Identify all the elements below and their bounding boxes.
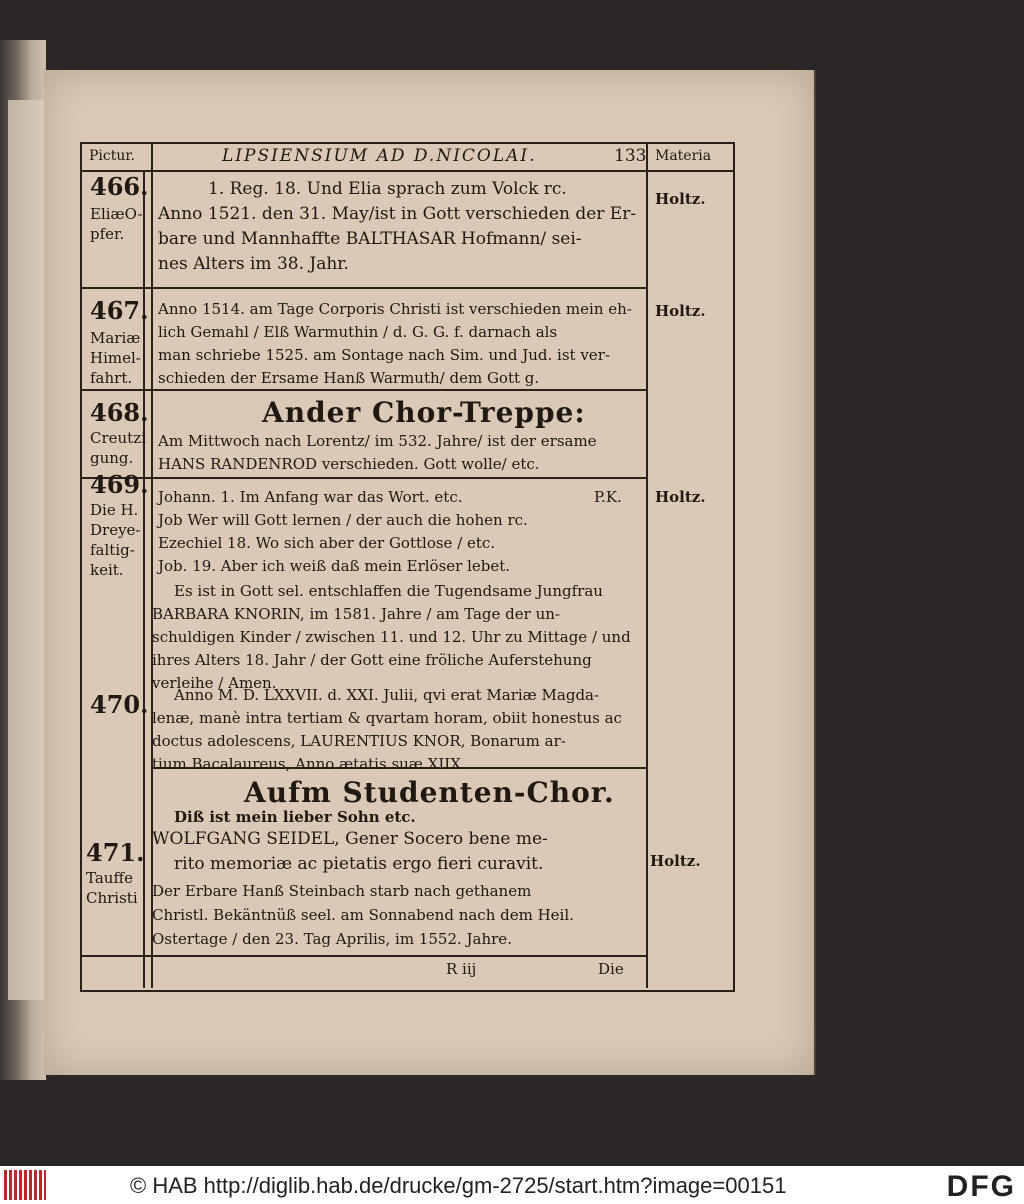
entry-initials: P.K. xyxy=(594,488,622,506)
entry-separator xyxy=(82,477,648,479)
pictur-column-rule-inner xyxy=(151,144,153,988)
entry-line: lich Gemahl / Elß Warmuthin / d. G. G. f. darnach als xyxy=(158,323,558,341)
header-pictur: Pictur. xyxy=(89,148,135,164)
entry-line: bare und Mannhaffte BALTHASAR Hofmann/ sei- xyxy=(158,229,582,249)
entry-line: Anno 1521. den 31. May/ist in Gott verschieden der Er- xyxy=(158,204,637,224)
entry-line: Job Wer will Gott lernen / der auch die hohen rc. xyxy=(158,511,528,529)
margin-note: fahrt. xyxy=(90,369,133,387)
credit-link[interactable]: © HAB http://diglib.hab.de/drucke/gm-2725/start.htm?image=00151 xyxy=(130,1173,787,1198)
entry-separator xyxy=(82,287,648,289)
margin-note: Himel- xyxy=(90,349,141,367)
entry-line: doctus adolescens, LAURENTIUS KNOR, Bonarum ar- xyxy=(152,732,566,750)
entry-line: Ostertage / den 23. Tag Aprilis, im 1552. Jahre. xyxy=(152,930,512,948)
section-heading: Aufm Studenten-Chor. xyxy=(244,776,615,809)
entry-line: HANS RANDENROD verschieden. Gott wolle/ etc. xyxy=(158,455,540,473)
margin-note: Tauffe xyxy=(86,869,133,887)
header-rule xyxy=(82,170,733,172)
material-label: Holtz. xyxy=(650,852,701,870)
margin-note: Die H. xyxy=(90,501,139,519)
barcode-icon xyxy=(4,1170,46,1200)
bottom-rule xyxy=(82,955,648,957)
entry-line: Diß ist mein lieber Sohn etc. xyxy=(174,808,416,826)
entry-line: BARBARA KNORIN, im 1581. Jahre / am Tage der un- xyxy=(152,605,560,623)
entry-line: tium Bacalaureus, Anno ætatis suæ XIIX. xyxy=(152,755,466,773)
entry-line: Christl. Bekäntnüß seel. am Sonnabend nach dem Heil. xyxy=(152,906,574,924)
dfg-logo: DFG xyxy=(946,1170,1016,1203)
entry-line: Anno 1514. am Tage Corporis Christi ist verschieden mein eh- xyxy=(158,300,632,318)
margin-note: Christi xyxy=(86,889,138,907)
entry-line: Johann. 1. Im Anfang war das Wort. etc. xyxy=(158,488,463,506)
entry-line: verleihe / Amen. xyxy=(152,674,277,692)
catchword: Die xyxy=(598,960,624,978)
entry-line: ihres Alters 18. Jahr / der Gott eine fröliche Auferstehung xyxy=(152,651,592,669)
entry-line: Der Erbare Hanß Steinbach starb nach gethanem xyxy=(152,882,532,900)
entry-number: 466. xyxy=(90,172,149,201)
entry-separator xyxy=(82,389,648,391)
entry-line: lenæ, manè intra tertiam & qvartam horam, obiit honestus ac xyxy=(152,709,622,727)
entry-number: 468. xyxy=(90,398,149,427)
entry-line: Anno M. D. LXXVII. d. XXI. Julii, qvi erat Mariæ Magda- xyxy=(174,686,600,704)
margin-note: gung. xyxy=(90,449,134,467)
section-heading: Ander Chor-Treppe: xyxy=(262,396,586,429)
entry-number: 467. xyxy=(90,296,149,325)
running-head: LIPSIENSIUM AD D.NICOLAI. xyxy=(222,146,537,166)
entry-line: Es ist in Gott sel. entschlaffen die Tugendsame Jungfrau xyxy=(174,582,603,600)
entry-line: nes Alters im 38. Jahr. xyxy=(158,254,349,274)
entry-number: 470. xyxy=(90,690,149,719)
header-materia: Materia xyxy=(655,148,712,164)
entry-number: 471. xyxy=(86,838,145,867)
margin-note: Mariæ xyxy=(90,329,141,347)
credit-bar xyxy=(0,1166,1024,1204)
material-label: Holtz. xyxy=(655,190,706,208)
material-label: Holtz. xyxy=(655,488,706,506)
material-column-rule xyxy=(646,144,648,988)
entry-line: schieden der Ersame Hanß Warmuth/ dem Gott g. xyxy=(158,369,540,387)
left-page-edge xyxy=(8,100,47,1000)
entry-line: man schriebe 1525. am Sontage nach Sim. und Jud. ist ver- xyxy=(158,346,610,364)
margin-note: Creutzi xyxy=(90,429,146,447)
margin-note: Dreye- xyxy=(90,521,141,539)
margin-note: EliæO- xyxy=(90,205,143,223)
entry-number: 469. xyxy=(90,470,149,499)
entry-line: 1. Reg. 18. Und Elia sprach zum Volck rc. xyxy=(208,179,567,199)
entry-line: Job. 19. Aber ich weiß daß mein Erlöser lebet. xyxy=(158,557,511,575)
margin-note: keit. xyxy=(90,561,124,579)
entry-line: Ezechiel 18. Wo sich aber der Gottlose / etc. xyxy=(158,534,496,552)
signature-mark: R iij xyxy=(446,960,477,978)
margin-note: pfer. xyxy=(90,225,125,243)
material-label: Holtz. xyxy=(655,302,706,320)
page-number: 133 xyxy=(614,146,647,166)
entry-line: WOLFGANG SEIDEL, Gener Socero bene me- xyxy=(152,829,548,849)
entry-line: Am Mittwoch nach Lorentz/ im 532. Jahre/ ist der ersame xyxy=(158,432,597,450)
entry-line: schuldigen Kinder / zwischen 11. und 12. Uhr zu Mittage / und xyxy=(152,628,631,646)
entry-line: rito memoriæ ac pietatis ergo fieri curavit. xyxy=(174,854,544,874)
margin-note: faltig- xyxy=(90,541,135,559)
